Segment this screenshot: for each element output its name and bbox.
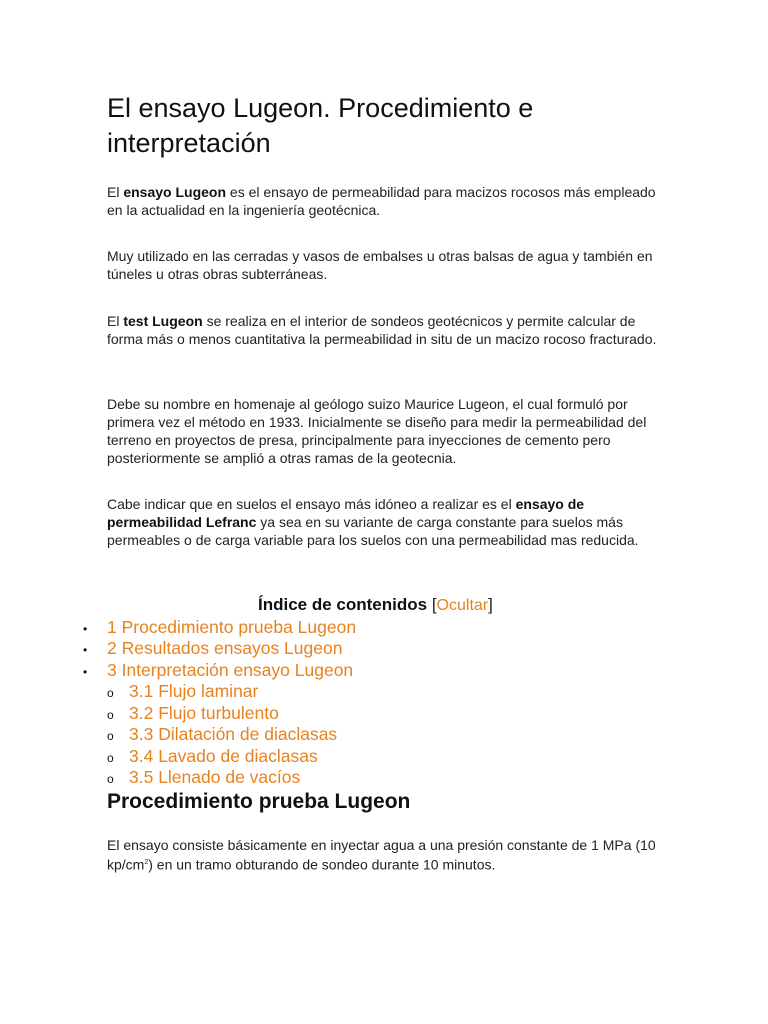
bracket: ]	[488, 595, 493, 614]
toc-subitem-flujo-laminar[interactable]: 3.1 Flujo laminar	[129, 681, 259, 701]
toc-heading	[258, 595, 493, 615]
toc-item-procedimiento[interactable]: 1 Procedimiento prueba Lugeon	[107, 617, 357, 637]
toc-subitem-flujo-turbulento[interactable]: 3.2 Flujo turbulento	[129, 703, 279, 723]
text-run: El	[107, 184, 124, 200]
test-paragraph	[107, 312, 662, 348]
intro-paragraph	[107, 183, 662, 219]
circle-bullet-icon: o	[107, 729, 114, 743]
bracket: [	[427, 595, 437, 614]
toc-toggle-link[interactable]: Ocultar	[436, 597, 489, 614]
lefranc-link[interactable]: Lefranc	[205, 514, 257, 530]
procedure-paragraph	[107, 836, 662, 874]
text-run: El ensayo consiste básicamente en inyectar agua a una presión constante de 1 MPa (10 kp/cm	[107, 837, 656, 873]
section-heading: Procedimiento prueba Lugeon	[107, 790, 411, 813]
superscript: 2	[144, 859, 149, 866]
bullet-icon: •	[83, 665, 88, 679]
text-run: ya sea en su variante de carga constante para suelos más permeables o de carga variable para los suelos con una permeabilidad mas reducida.	[107, 514, 639, 548]
toc-title-text: Índice de contenidos	[258, 595, 428, 614]
bullet-icon: •	[83, 643, 88, 657]
page-title: El ensayo Lugeon. Procedimiento e interpretación	[107, 93, 534, 158]
toc-subitem-llenado[interactable]: 3.5 Llenado de vacíos	[129, 767, 301, 787]
text-run: es el ensayo de permeabilidad para macizos rocosos más empleado en la actualidad en la ingeniería geotécnica.	[107, 184, 656, 218]
usage-paragraph: Muy utilizado en las cerradas y vasos de embalses u otras balsas de agua y también en túneles u otras obras subterráneas.	[107, 248, 653, 282]
bold-term: test Lugeon	[123, 313, 203, 329]
circle-bullet-icon: o	[107, 751, 114, 765]
text-run: se realiza en el interior de sondeos geotécnicos y permite calcular de forma más o menos cuantitativa la permeabilidad in situ de un macizo rocoso fracturado.	[107, 313, 657, 347]
toc-item-resultados[interactable]: 2 Resultados ensayos Lugeon	[107, 638, 343, 658]
bullet-icon: •	[83, 622, 88, 636]
circle-bullet-icon: o	[107, 708, 114, 722]
text-run: ) en un tramo obturando de sondeo durante 10 minutos.	[148, 856, 496, 873]
bold-term: ensayo Lugeon	[123, 184, 227, 200]
toc-subitem-dilatacion[interactable]: 3.3 Dilatación de diaclasas	[129, 724, 338, 744]
soil-paragraph	[107, 495, 662, 549]
toc-subitem-lavado[interactable]: 3.4 Lavado de diaclasas	[129, 746, 318, 766]
bold-term: ensayo de permeabilidad	[107, 496, 585, 530]
text-run: El	[107, 313, 124, 329]
history-paragraph: Debe su nombre en homenaje al geólogo suizo Maurice Lugeon, el cual formuló por primera vez el método en 1933. Inicialmente se diseño para medir la permeabilidad del terreno en proyectos de presa, principalmente para inyecciones de cemento pero posteriormente se amplió a otras ramas de la geotecnia.	[107, 396, 647, 466]
circle-bullet-icon: o	[107, 772, 114, 786]
circle-bullet-icon: o	[107, 686, 114, 700]
text-run: Cabe indicar que en suelos el ensayo más idóneo a realizar es el	[107, 496, 516, 512]
toc-item-interpretacion[interactable]: 3 Interpretación ensayo Lugeon	[107, 660, 354, 680]
